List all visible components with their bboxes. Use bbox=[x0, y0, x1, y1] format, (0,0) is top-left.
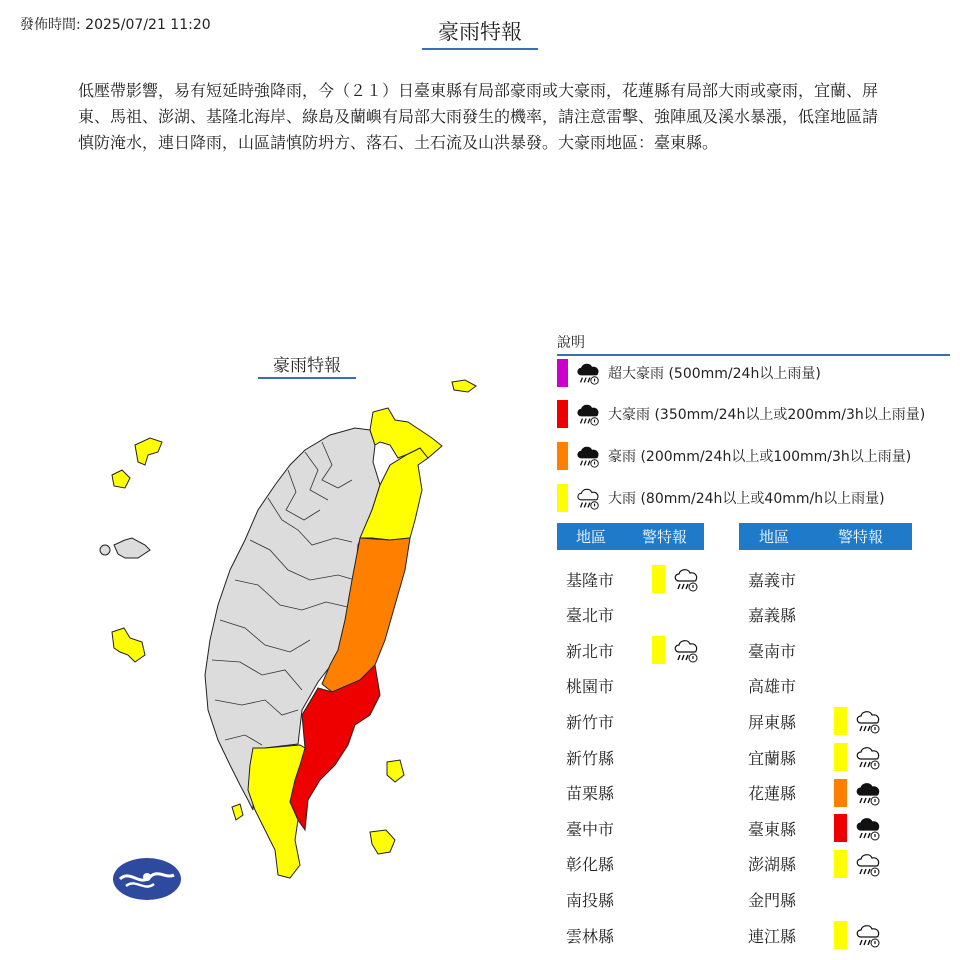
table-row bbox=[557, 563, 701, 595]
table-row bbox=[739, 705, 883, 737]
legend-swatch bbox=[557, 484, 568, 512]
region-name: 嘉義市 bbox=[748, 570, 797, 590]
table-row bbox=[739, 599, 824, 631]
table-row bbox=[739, 741, 883, 773]
region-name: 連江縣 bbox=[748, 926, 797, 946]
region-name: 臺東縣 bbox=[748, 819, 797, 839]
region-name: 基隆市 bbox=[566, 570, 615, 590]
legend-label: 豪雨 (200mm/24h以上或100mm/3h以上雨量) bbox=[608, 449, 912, 465]
cwa-logo bbox=[112, 857, 182, 901]
rain-icon bbox=[853, 742, 883, 772]
table-row bbox=[739, 777, 883, 809]
legend-item bbox=[557, 441, 911, 471]
legend-label: 大豪雨 (350mm/24h以上或200mm/3h以上雨量) bbox=[608, 407, 926, 423]
table-row bbox=[557, 883, 642, 915]
region-name: 臺南市 bbox=[748, 641, 797, 661]
region-name: 屏東縣 bbox=[748, 712, 797, 732]
map-island-penghu bbox=[112, 628, 145, 662]
legend-label: 大雨 (80mm/24h以上或40mm/h以上雨量) bbox=[608, 491, 885, 507]
region-name: 新竹市 bbox=[566, 712, 615, 732]
table-header-right bbox=[739, 523, 912, 550]
header-region: 地區 bbox=[575, 528, 606, 546]
header-warning: 警特報 bbox=[641, 528, 687, 546]
table-row bbox=[739, 883, 824, 915]
region-name: 嘉義縣 bbox=[748, 606, 797, 626]
page-title: 豪雨特報 bbox=[422, 16, 538, 50]
heavy-rain-icon bbox=[853, 813, 883, 843]
legend-heading: 說明 bbox=[557, 332, 950, 356]
header-region: 地區 bbox=[758, 528, 789, 546]
legend-item bbox=[557, 483, 885, 513]
table-row bbox=[739, 848, 883, 880]
table-row bbox=[739, 670, 824, 702]
region-name: 彰化縣 bbox=[566, 855, 615, 875]
map-island-orchid bbox=[370, 830, 395, 854]
region-name: 花蓮縣 bbox=[748, 784, 797, 804]
region-name: 苗栗縣 bbox=[566, 784, 615, 804]
rain-icon bbox=[853, 706, 883, 736]
rain-icon bbox=[671, 564, 701, 594]
heavy-rain-icon bbox=[574, 400, 602, 428]
map-island-green bbox=[387, 760, 404, 782]
heavy-rain-icon bbox=[574, 359, 602, 387]
warning-color-box bbox=[834, 850, 847, 878]
table-row bbox=[557, 670, 642, 702]
region-name: 新竹縣 bbox=[566, 748, 615, 768]
region-name: 金門縣 bbox=[748, 890, 797, 910]
legend-item bbox=[557, 399, 925, 429]
heavy-rain-icon bbox=[574, 442, 602, 470]
map-island-matsu bbox=[135, 438, 162, 465]
heavy-rain-icon bbox=[853, 778, 883, 808]
table-row bbox=[739, 919, 883, 951]
map-island-kinmen-small bbox=[100, 545, 110, 555]
warning-description: 低壓帶影響，易有短延時強降雨，今（２１）日臺東縣有局部豪雨或大豪雨，花蓮縣有局部大雨或豪雨，宜蘭、屏東、馬祖、澎湖、基隆北海岸、綠島及蘭嶼有局部大雨發生的機率，請注意雷擊、強陣風及溪水暴漲，低窪地區請慎防淹水，連日降雨，山區請慎防坍方、落石、土石流及山洪暴發。大豪雨地區：臺東縣。 bbox=[78, 81, 879, 152]
region-name: 新北市 bbox=[566, 641, 615, 661]
table-row bbox=[739, 563, 824, 595]
legend-swatch bbox=[557, 400, 568, 428]
table-row bbox=[557, 705, 642, 737]
table-row bbox=[557, 777, 642, 809]
region-name: 澎湖縣 bbox=[748, 855, 797, 875]
map-region-keelung bbox=[370, 408, 442, 458]
table-row bbox=[557, 599, 642, 631]
region-name: 臺中市 bbox=[566, 819, 615, 839]
warning-color-box bbox=[834, 707, 847, 735]
table-row bbox=[557, 741, 642, 773]
warning-color-box bbox=[834, 921, 847, 949]
legend-label: 超大豪雨 (500mm/24h以上雨量) bbox=[608, 366, 821, 382]
rain-icon bbox=[574, 484, 602, 512]
taiwan-warning-map bbox=[90, 370, 490, 890]
table-row bbox=[739, 812, 883, 844]
map-island-matsu-2 bbox=[112, 470, 130, 488]
map-island-liuqiu bbox=[232, 804, 243, 820]
table-row bbox=[557, 919, 642, 951]
warning-color-box bbox=[834, 814, 847, 842]
warning-color-box bbox=[652, 636, 665, 664]
legend-item bbox=[557, 358, 821, 388]
legend-swatch bbox=[557, 359, 568, 387]
region-name: 臺北市 bbox=[566, 606, 615, 626]
header-warning: 警特報 bbox=[837, 528, 883, 546]
legend-swatch bbox=[557, 442, 568, 470]
table-row bbox=[739, 634, 824, 666]
map-island-keelung-islet bbox=[452, 380, 476, 392]
warning-color-box bbox=[652, 565, 665, 593]
table-row bbox=[557, 634, 701, 666]
map-title: 豪雨特報 bbox=[258, 351, 356, 379]
region-name: 雲林縣 bbox=[566, 926, 615, 946]
rain-icon bbox=[853, 920, 883, 950]
warning-color-box bbox=[834, 779, 847, 807]
table-row bbox=[557, 812, 642, 844]
region-name: 宜蘭縣 bbox=[748, 748, 797, 768]
rain-icon bbox=[671, 635, 701, 665]
rain-icon bbox=[853, 849, 883, 879]
map-island-kinmen bbox=[114, 538, 150, 558]
publish-time: 發佈時間: 2025/07/21 11:20 bbox=[20, 17, 211, 33]
region-name: 桃園市 bbox=[566, 677, 615, 697]
warning-color-box bbox=[834, 743, 847, 771]
table-header-left bbox=[557, 523, 704, 550]
region-name: 高雄市 bbox=[748, 677, 797, 697]
table-row bbox=[557, 848, 642, 880]
region-name: 南投縣 bbox=[566, 890, 615, 910]
